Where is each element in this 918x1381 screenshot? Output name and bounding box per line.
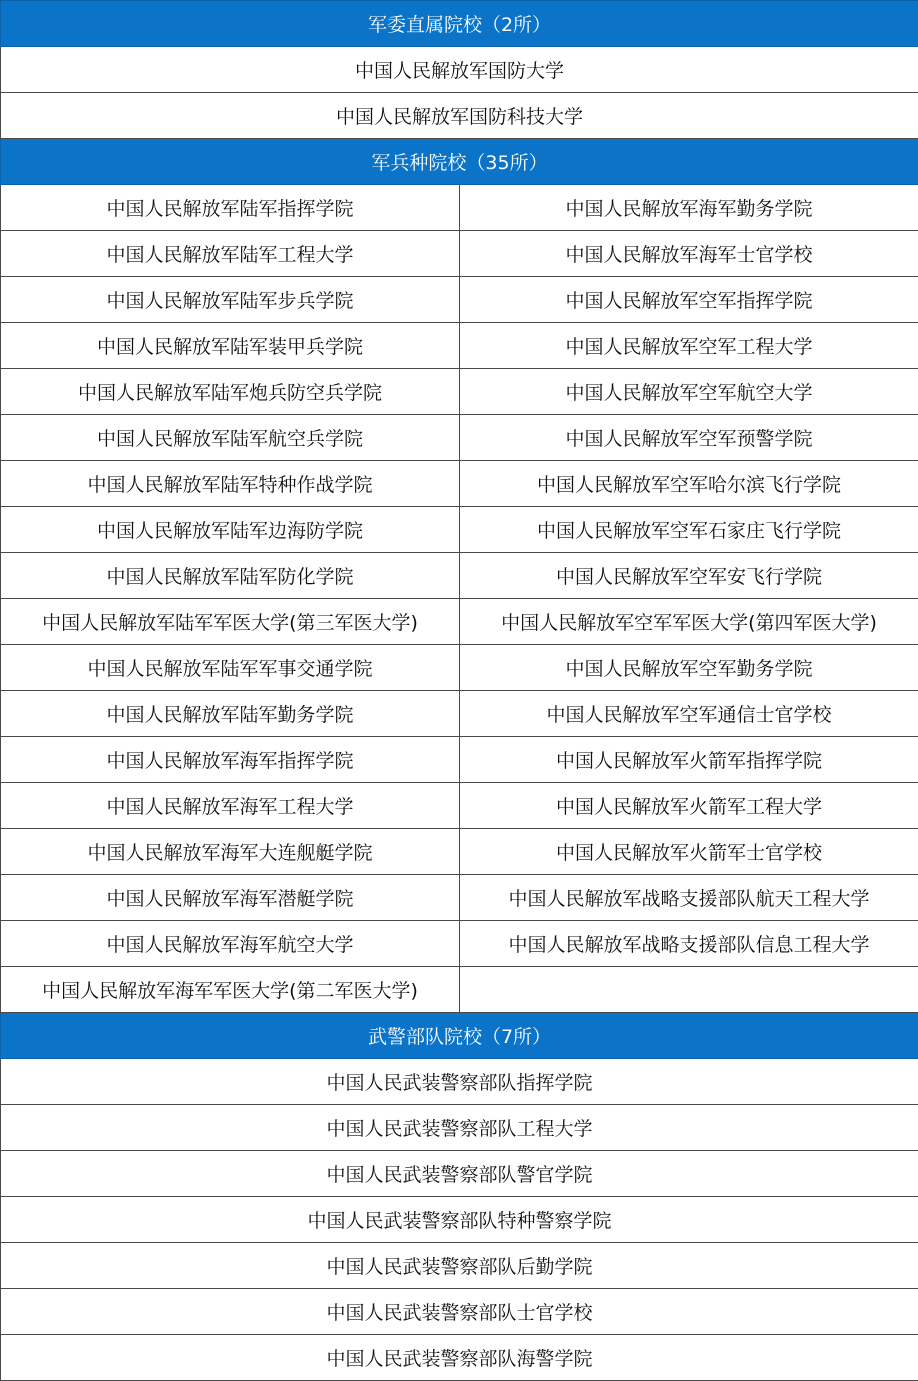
table-row — [1, 1335, 918, 1381]
section-title: 军委直属院校（2所） — [1, 1, 918, 47]
table-row — [1, 507, 918, 553]
school-name-left: 中国人民解放军陆军勤务学院 — [1, 691, 460, 737]
school-name-right: 中国人民解放军空军石家庄飞行学院 — [460, 507, 918, 553]
school-name-left: 中国人民解放军海军工程大学 — [1, 783, 460, 829]
school-name-right: 中国人民解放军空军预警学院 — [460, 415, 918, 461]
table-row — [1, 921, 918, 967]
school-name: 中国人民武装警察部队指挥学院 — [1, 1059, 918, 1105]
school-name: 中国人民解放军国防大学 — [1, 47, 918, 93]
school-name-left: 中国人民解放军海军潜艇学院 — [1, 875, 460, 921]
table-row — [1, 1197, 918, 1243]
school-name-right: 中国人民解放军火箭军指挥学院 — [460, 737, 918, 783]
school-name-right: 中国人民解放军空军哈尔滨飞行学院 — [460, 461, 918, 507]
table-row — [1, 1289, 918, 1335]
table-row — [1, 737, 918, 783]
section-title: 军兵种院校（35所） — [1, 139, 918, 185]
table-row — [1, 1105, 918, 1151]
school-name: 中国人民武装警察部队特种警察学院 — [1, 1197, 918, 1243]
school-name-left: 中国人民解放军陆军炮兵防空兵学院 — [1, 369, 460, 415]
school-name-left: 中国人民解放军陆军特种作战学院 — [1, 461, 460, 507]
school-name-right: 中国人民解放军空军航空大学 — [460, 369, 918, 415]
table-row — [1, 599, 918, 645]
school-name-left: 中国人民解放军陆军工程大学 — [1, 231, 460, 277]
table-row — [1, 553, 918, 599]
table-body — [1, 1, 918, 1381]
table-row — [1, 829, 918, 875]
school-name-left: 中国人民解放军陆军装甲兵学院 — [1, 323, 460, 369]
school-name-right: 中国人民解放军海军士官学校 — [460, 231, 918, 277]
section-title: 武警部队院校（7所） — [1, 1013, 918, 1059]
school-name-left: 中国人民解放军海军军医大学(第二军医大学) — [1, 967, 460, 1013]
table-row — [1, 783, 918, 829]
school-name-right: 中国人民解放军空军通信士官学校 — [460, 691, 918, 737]
school-name: 中国人民武装警察部队海警学院 — [1, 1335, 918, 1381]
section-header-row — [1, 1013, 918, 1059]
school-name-right: 中国人民解放军空军工程大学 — [460, 323, 918, 369]
school-name-right: 中国人民解放军海军勤务学院 — [460, 185, 918, 231]
school-name-right: 中国人民解放军空军安飞行学院 — [460, 553, 918, 599]
table-row — [1, 691, 918, 737]
school-name-left: 中国人民解放军陆军航空兵学院 — [1, 415, 460, 461]
school-name: 中国人民武装警察部队警官学院 — [1, 1151, 918, 1197]
school-name-left: 中国人民解放军陆军边海防学院 — [1, 507, 460, 553]
school-name-right: 中国人民解放军战略支援部队航天工程大学 — [460, 875, 918, 921]
table-row — [1, 47, 918, 93]
school-name-left: 中国人民解放军陆军军医大学(第三军医大学) — [1, 599, 460, 645]
table-row — [1, 231, 918, 277]
table-row — [1, 93, 918, 139]
table-row — [1, 369, 918, 415]
table-row — [1, 967, 918, 1013]
school-name-left: 中国人民解放军陆军防化学院 — [1, 553, 460, 599]
school-name-right — [460, 967, 918, 1013]
school-name-left: 中国人民解放军陆军指挥学院 — [1, 185, 460, 231]
school-name-left: 中国人民解放军陆军步兵学院 — [1, 277, 460, 323]
school-name-right: 中国人民解放军火箭军士官学校 — [460, 829, 918, 875]
school-name: 中国人民武装警察部队士官学校 — [1, 1289, 918, 1335]
school-name: 中国人民武装警察部队后勤学院 — [1, 1243, 918, 1289]
school-name-right: 中国人民解放军战略支援部队信息工程大学 — [460, 921, 918, 967]
school-name-left: 中国人民解放军海军指挥学院 — [1, 737, 460, 783]
table-row — [1, 645, 918, 691]
school-name: 中国人民解放军国防科技大学 — [1, 93, 918, 139]
table-row — [1, 1151, 918, 1197]
table-row — [1, 1243, 918, 1289]
table-row — [1, 415, 918, 461]
school-name-right: 中国人民解放军空军指挥学院 — [460, 277, 918, 323]
school-name-left: 中国人民解放军海军大连舰艇学院 — [1, 829, 460, 875]
school-name: 中国人民武装警察部队工程大学 — [1, 1105, 918, 1151]
table-row — [1, 323, 918, 369]
section-header-row — [1, 1, 918, 47]
table-row — [1, 277, 918, 323]
table-row — [1, 1059, 918, 1105]
table-row — [1, 875, 918, 921]
table-row — [1, 461, 918, 507]
section-header-row — [1, 139, 918, 185]
school-name-left: 中国人民解放军海军航空大学 — [1, 921, 460, 967]
school-name-right: 中国人民解放军空军勤务学院 — [460, 645, 918, 691]
school-name-right: 中国人民解放军空军军医大学(第四军医大学) — [460, 599, 918, 645]
table-row — [1, 185, 918, 231]
school-name-left: 中国人民解放军陆军军事交通学院 — [1, 645, 460, 691]
school-name-right: 中国人民解放军火箭军工程大学 — [460, 783, 918, 829]
